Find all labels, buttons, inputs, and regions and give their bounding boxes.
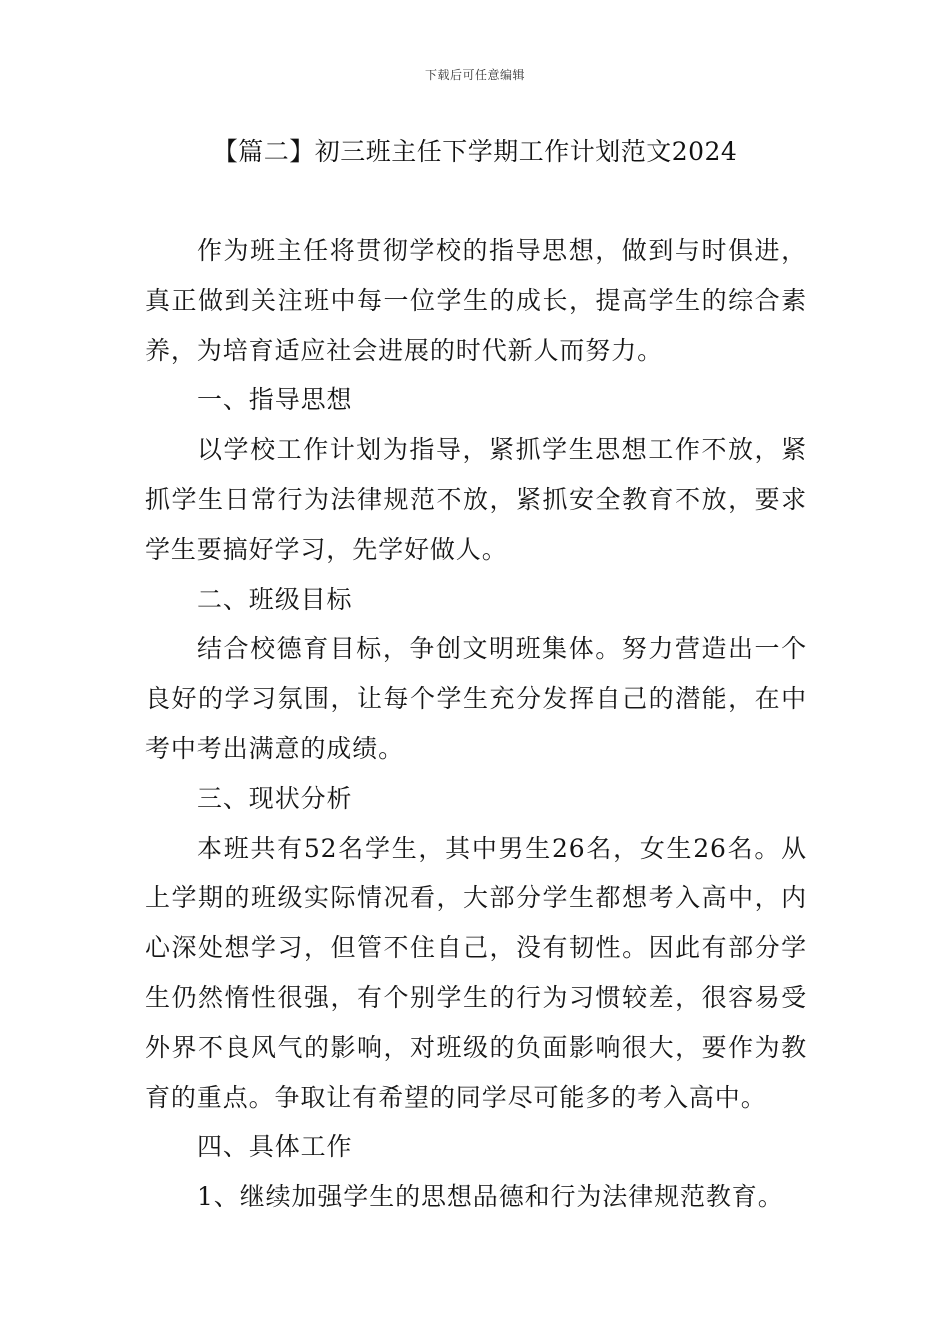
document-title: 【篇二】初三班主任下学期工作计划范文2024: [212, 137, 738, 166]
document-body: [145, 226, 807, 1222]
section-heading-status-analysis: 三、现状分析: [197, 783, 353, 813]
section-heading-guiding-thought: 一、指导思想: [197, 385, 353, 415]
section-heading-class-goal: 二、班级目标: [197, 584, 353, 614]
intro-paragraph: 作为班主任将贯彻学校的指导思想，做到与时俱进，真正做到关注班中每一位学生的成长，提高学生的综合素养，为培育适应社会进展的时代新人而努力。: [145, 236, 807, 365]
header-note: 下载后可任意编辑: [424, 68, 525, 82]
guiding-thought-paragraph: 以学校工作计划为指导，紧抓学生思想工作不放，紧抓学生日常行为法律规范不放，紧抓安全教育不放，要求学生要搞好学习，先学好做人。: [145, 435, 807, 564]
section-heading-specific-work: 四、具体工作: [197, 1132, 353, 1162]
specific-work-item-1: 1、继续加强学生的思想品德和行为法律规范教育。: [197, 1182, 784, 1212]
status-analysis-paragraph: 本班共有52名学生，其中男生26名，女生26名。从上学期的班级实际情况看，大部分学生都想考入高中，内心深处想学习，但管不住自己，没有韧性。因此有部分学生仍然惰性很强，有个别学生的行为习惯较差，很容易受外界不良风气的影响，对班级的负面影响很大，要作为教育的重点。争取让有希望的同学尽可能多的考入高中。: [145, 833, 807, 1112]
class-goal-paragraph: 结合校德育目标，争创文明班集体。努力营造出一个良好的学习氛围，让每个学生充分发挥自己的潜能，在中考中考出满意的成绩。: [145, 634, 807, 763]
